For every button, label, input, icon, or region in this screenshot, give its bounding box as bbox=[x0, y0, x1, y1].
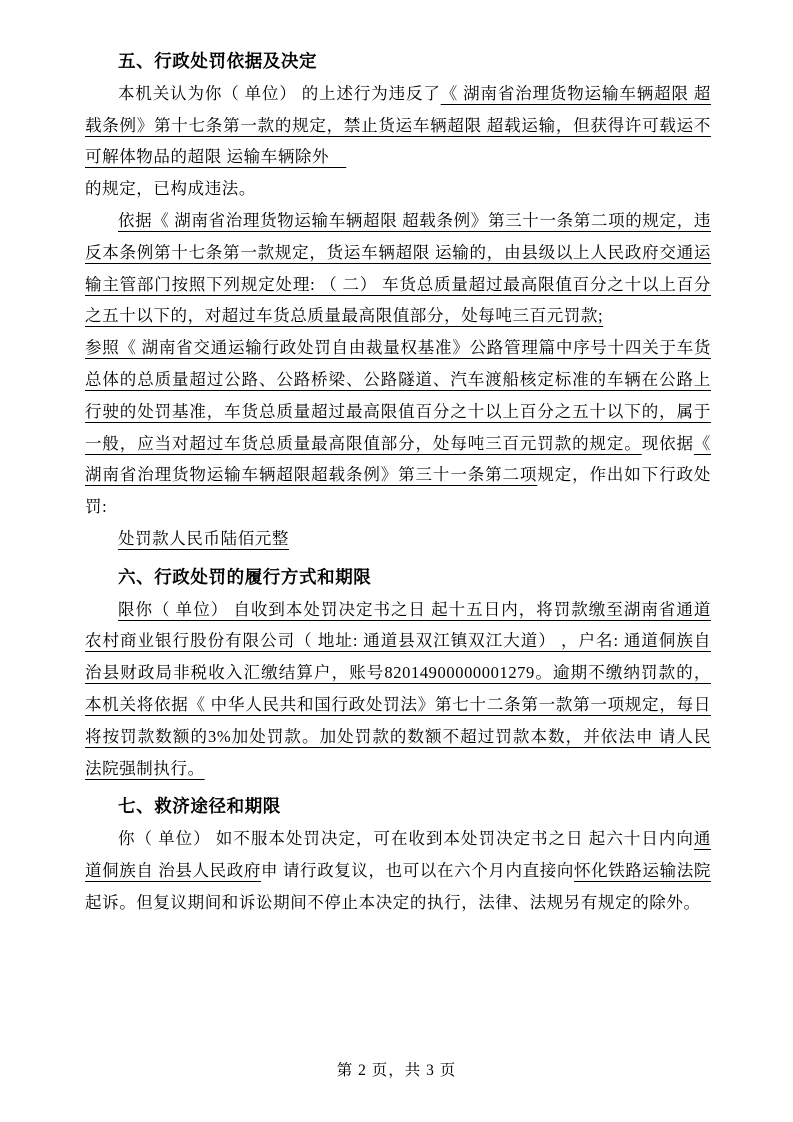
violation-lead-text: 本机关认为你（ 单位） 的上述行为违反了 bbox=[118, 83, 441, 103]
document-content bbox=[85, 46, 711, 919]
penalty-amount-underlined: 处罚款人民币陆佰元整 bbox=[118, 528, 289, 548]
court-name-underlined: 怀化铁路运输法院 bbox=[574, 860, 711, 880]
paragraph-violation-finding bbox=[85, 78, 711, 205]
remedies-middle-text: 申 请行政复议，也可以在六个月内直接向 bbox=[261, 860, 574, 880]
paragraph-penalty-amount bbox=[85, 523, 711, 555]
discretion-benchmark-underlined: 参照《 湖南省交通运输行政处罚自由裁量权基准》公路管理篇中序号十四关于车货总体的总质量超过公路、公路桥梁、公路隧道、汽车渡船核定标准的车辆在公路上行驶的处罚基准，车货总质量超过最高限值百分之十以上百分之五十以下的，属于一般，应当对超过车货总质量最高限值部分，处每吨三百元罚款的规定。 bbox=[85, 338, 711, 453]
page-number: 第 2 页，共 3 页 bbox=[336, 1062, 457, 1079]
paragraph-penalty-regulation bbox=[85, 205, 711, 332]
paragraph-remedies bbox=[85, 823, 711, 918]
payment-instructions-underlined: 限你（ 单位） 自收到本处罚决定书之日 起十五日内，将罚款缴至湖南省通道农村商业银行股份有限公司（ 地址: 通道县双江镇双江大道） ，户名: 通道侗族自 治县财政局非税收入汇缴结算户，账号82014900000001279。逾期不缴纳罚款的，本机关将依据《 中华人民共和国行政处罚法》第七十二条第一款第一项规定，每日 将按罚款数额的3%加处罚款。加处罚款的数额不超过罚款本数，并依法申 请人民法院强制执行。 bbox=[85, 599, 711, 778]
section-heading-penalty-basis: 五、行政处罚依据及决定 bbox=[118, 51, 318, 71]
remedies-lead-text: 你（ 单位） 如不服本处罚决定，可在收到本处罚决定书之日 起六十日内向 bbox=[118, 829, 694, 849]
paragraph-payment-instructions bbox=[85, 594, 711, 785]
decision-lead-text: 现依据 bbox=[641, 433, 694, 453]
section-heading-payment-terms: 六、行政处罚的履行方式和期限 bbox=[118, 566, 372, 587]
section-heading-remedies: 七、救济途径和期限 bbox=[118, 796, 281, 817]
penalty-regulation-underlined: 依据《 湖南省治理货物运输车辆超限 超载条例》第三十一条第二项的规定，违反本条例第十七条第一款规定，货运车辆超限 运输的，由县级以上人民政府交通运输主管部门按照下列规定处理: （ 二） 车货总质量超过最高限值百分之十以上百分之五十以下的，对超过车货总质量最高限值部分，处每吨三百元罚款; bbox=[85, 210, 711, 326]
remedies-tail-text: 起诉。但复议期间和诉讼期间不停止本决定的执行，法律、法规另有规定的除外。 bbox=[85, 892, 701, 912]
decision-tail-text: 规定，作出如下行政处罚: bbox=[85, 465, 711, 517]
violation-tail-text: 的规定，已构成违法。 bbox=[85, 179, 256, 199]
violated-provision-underlined: 《 湖南省治理货物运输车辆超限 超载条例》第十七条第一款的规定，禁止货运车辆超限 超载运输，但获得许可载运不可解体物品的超限 运输车辆除外 bbox=[85, 83, 712, 167]
decision-law-reference-underlined: 《 湖南省治理货物运输车辆超限超载条例》第三十一条第二项 bbox=[85, 433, 711, 485]
paragraph-discretion-benchmark bbox=[85, 332, 711, 523]
review-authority-underlined: 通道侗族自 治县人民政府 bbox=[85, 829, 711, 880]
